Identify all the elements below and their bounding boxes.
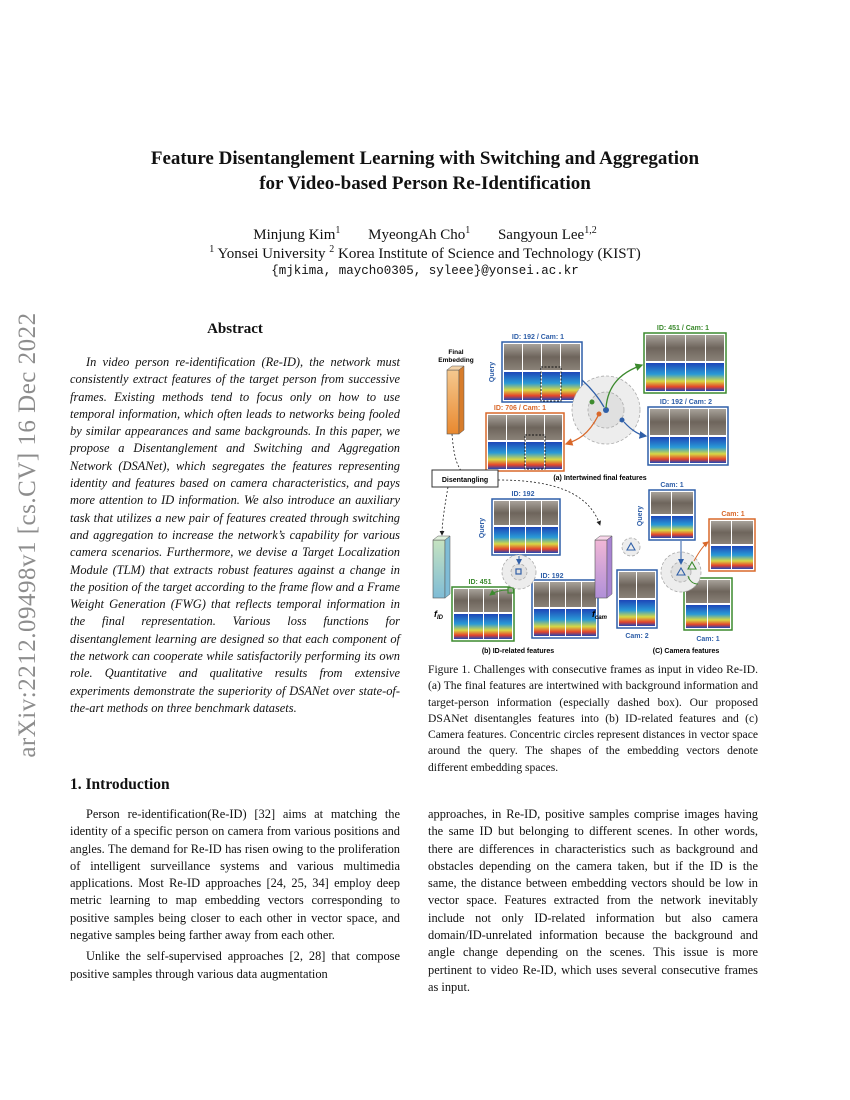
author-block: [100, 226, 750, 264]
author: MyeongAh Cho$^1$: [368, 225, 471, 243]
svg-text:Query: Query: [479, 517, 486, 539]
top-right-label: ID: 451 / Cam: 1: [656, 325, 710, 332]
query-label: Query: [489, 361, 496, 383]
intro-paragraph: Person re-identification(Re-ID) [32] aims at matching the identity of a specific person on camera from various positions and angles. The demand for Re-ID has risen owing to the proliferation of intelligent surveillance systems and various multimedia applications. Most Re-ID approaches [24, 25, 34] employ deep metric learning to map embedding vectors corresponding to positive samples being closer to each other in vector space, and negative samples being farther away from each other.: [70, 807, 400, 943]
author: Minjung Kim$^1$: [253, 225, 341, 243]
disentangling-label: Disentangling: [441, 477, 489, 484]
author-list: [100, 226, 750, 245]
final-embedding-label: Embedding: [438, 357, 474, 364]
intro-column-right: [428, 806, 758, 996]
figure-caption: Figure 1. Challenges with consecutive frames as input in video Re-ID. (a) The final features are intertwined with background information and target-person information (especially dashed box). Our proposed DSANet disentangles features into (b) ID-related features and (c) Camera features. Concentric circles represent distances in vector space around the query. The shapes of the embedding vectors denote different embedding spaces.: [428, 663, 758, 774]
b-query-label: ID: 192: [511, 491, 535, 498]
intro-paragraph: approaches, in Re-ID, positive samples comprise images having the same ID but belonging to different scenes. In other words, there are differences in characteristics such as background and obstacles depending on the camera taken, but if the ID is the same, the distance between embedding vectors should be low in vector space. Features extracted from the network inevitably include not only ID-related information but also camera domain/ID-unrelated information because the background and angle change depending on the scenes. This issue is more pertinent to video Re-ID, which uses several consecutive frames as input.: [428, 807, 758, 994]
mid-left-label: ID: 706 / Cam: 1: [493, 405, 547, 412]
top-query-frames: [504, 344, 580, 401]
title-line-2: for Video-based Person Re-Identification: [259, 173, 591, 194]
title-line-1: Feature Disentanglement Learning with Switching and Aggregation: [150, 148, 700, 169]
final-embedding-label: Final: [448, 349, 464, 356]
figure-1: [428, 320, 760, 658]
c-bottom-label: Cam: 1: [696, 636, 720, 643]
caption-a: (a) Intertwined final features: [553, 475, 647, 482]
f-id-label: $f_{ID}$: [434, 609, 443, 621]
svg-text:Query: Query: [637, 505, 644, 527]
paper-title: [100, 146, 750, 196]
arxiv-watermark: arXiv:2212.09498v1 [cs.CV] 16 Dec 2022: [14, 312, 41, 758]
affiliations: $^1$ Yonsei University $^2$ Korea Institute of Science and Technology (KIST): [209, 244, 641, 262]
f-cam-label: $f_{cam}$: [592, 609, 608, 621]
section-heading: 1. Introduction: [70, 776, 170, 793]
mid-right-frames: [650, 409, 726, 463]
c-query-label: Cam: 1: [660, 482, 684, 489]
intro-paragraph: Unlike the self-supervised approaches [2, 28] that compose positive samples through various data augmentation: [70, 949, 400, 981]
abstract-text: In video person re-identification (Re-ID), the network must consistently extract features of the target person from successive frames. Existing methods tend to focus only on how to use temporal information, which often leads to networks being fooled by similar appearances and same backgrounds. In this paper, we propose a Disentanglement and Switching and Aggregation Network (DSANet), which segregates the features representing identity and features based on camera characteristics, and pays more attention to ID information. We also introduce an auxiliary task that utilizes a new pair of features created through switching and aggregation to increase the network’s capability for various camera scenarios. Furthermore, we devise a Target Localization Module (TLM) that extracts robust features against a change in the position of the target according to the frame flow and a Frame Weight Generation (FWG) that reflects temporal information in the final representation. Various loss functions for disentanglement learning are designed so that each component of the network can cooperate while satisfactorily performing its own role. Quantitative and qualitative results from extensive experiments demonstrate the superiority of DSANet over state-of-the-art methods on three benchmark datasets.: [70, 355, 400, 715]
final-embedding-bar: [447, 370, 459, 434]
b-right-label: ID: 192: [540, 573, 564, 580]
c-left-label: Cam: 2: [625, 633, 649, 640]
c-right-label: Cam: 1: [721, 511, 745, 518]
mid-left-frames: [488, 415, 562, 469]
caption-c: (C) Camera features: [652, 648, 720, 655]
caption-b: (b) ID-related features: [481, 648, 555, 655]
top-query-label: ID: 192 / Cam: 1: [511, 334, 565, 341]
mid-right-label: ID: 192 / Cam: 2: [659, 399, 713, 406]
author: Sangyoun Lee$^{1,2}$: [497, 225, 597, 243]
top-right-frames: [646, 335, 724, 391]
b-left-label: ID: 451: [468, 579, 492, 586]
author-emails: {mjkima, maycho0305, syleee}@yonsei.ac.kr: [271, 264, 579, 278]
abstract-heading: Abstract: [207, 321, 263, 337]
intro-column-left: [70, 806, 400, 983]
